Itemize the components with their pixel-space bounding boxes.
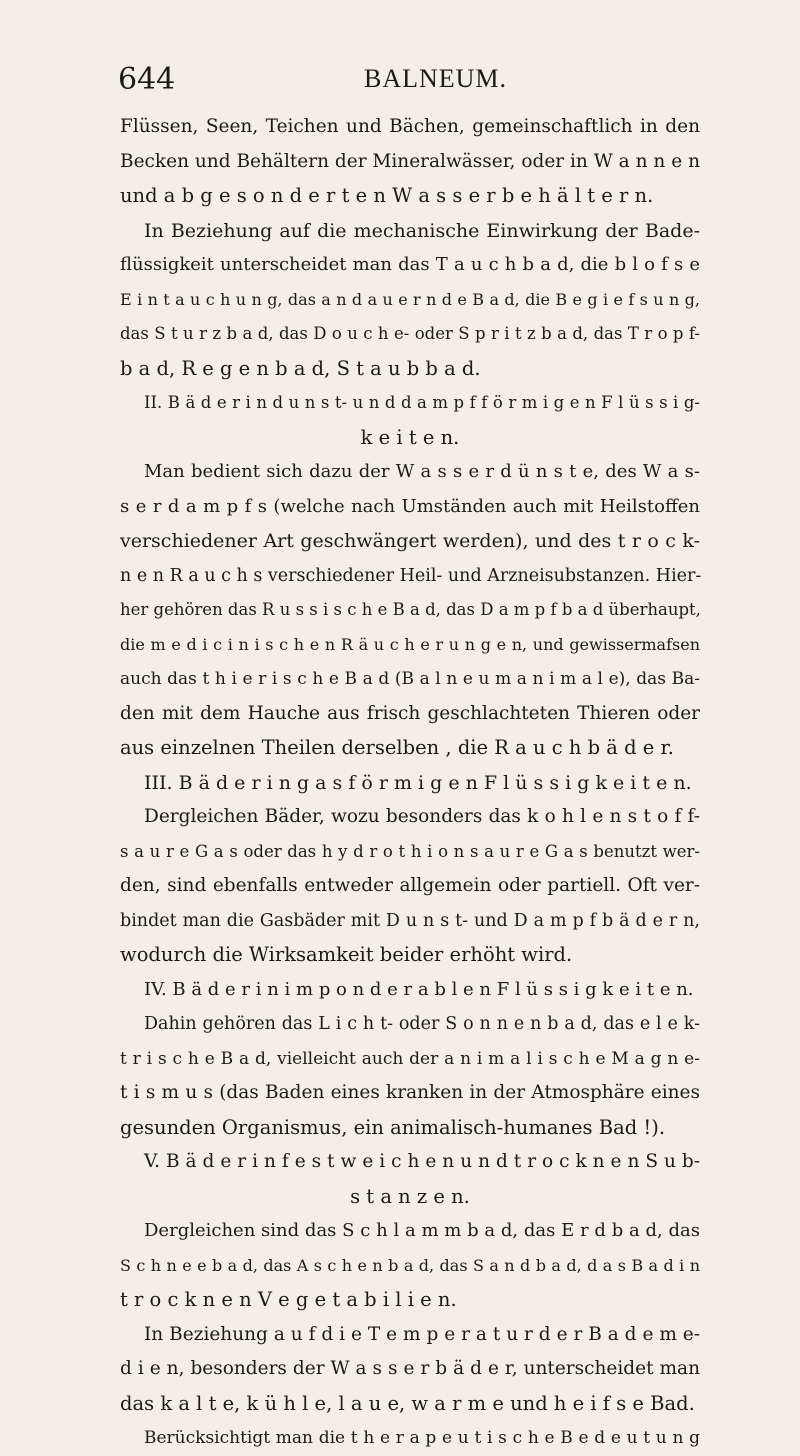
text-line: flüssigkeit unterscheidet man das T a u c h b a d, die b l o f s e: [120, 254, 700, 275]
text-line: wodurch die Wirksamkeit beider erhöht wird.: [120, 943, 573, 966]
section-heading: III. B ä d e r i n g a s f ö r m i g e n F l ü s s i g k e i t e n.: [144, 771, 692, 794]
text-line: s a u r e G a s oder das h y d r o t h i o n s a u r e G a s benutzt wer-: [120, 841, 700, 861]
text-line: In Beziehung auf die mechanische Einwirkung der Bade-: [144, 219, 700, 242]
text-line: bindet man die Gasbäder mit D u n s t- und D a m p f b ä d e r n,: [120, 910, 700, 931]
section-heading: II. B ä d e r i n d u n s t- u n d d a m p f f ö r m i g e n F l ü s s i g-: [144, 393, 700, 412]
page-number: 644: [118, 62, 176, 97]
text-line: t i s m u s (das Baden eines kranken in der Atmosphäre eines: [120, 1082, 700, 1103]
text-line: Flüssen, Seen, Teichen und Bächen, gemeinschaftlich in den: [120, 116, 700, 137]
text-line: verschiedener Art geschwängert werden), und des t r o c k-: [120, 530, 700, 552]
text-line: Dergleichen Bäder, wozu besonders das k o h l e n s t o f f-: [144, 806, 700, 827]
text-line: d i e n, besonders der W a s s e r b ä d e r, unterscheidet man: [120, 1358, 700, 1379]
body-text: [120, 110, 700, 1456]
text-line: S c h n e e b a d, das A s c h e n b a d, das S a n d b a d, d a s B a d i n: [120, 1255, 700, 1275]
page-header: [118, 62, 718, 102]
text-line: Becken und Behältern der Mineralwässer, oder in W a n n e n: [120, 150, 700, 172]
text-line: Dahin gehören das L i c h t- oder S o n n e n b a d, das e l e k-: [144, 1014, 700, 1034]
section-heading: IV. B ä d e r i n i m p o n d e r a b l e n F l ü s s i g k e i t e n.: [144, 978, 694, 1000]
running-title: BALNEUM.: [364, 64, 508, 93]
text-line: das S t u r z b a d, das D o u c h e- oder S p r i t z b a d, das T r o p f-: [120, 324, 700, 343]
text-line: b a d, R e g e n b a d, S t a u b b a d.: [120, 356, 481, 380]
text-line: n e n R a u c h s verschiedener Heil- und Arzneisubstanzen. Hier-: [120, 565, 702, 586]
text-line: Dergleichen sind das S c h l a m m b a d, das E r d b a d, das: [144, 1220, 700, 1241]
text-line: die m e d i c i n i s c h e n R ä u c h e r u n g e n, und gewissermafsen: [120, 634, 700, 654]
text-line: aus einzelnen Theilen derselben , die R a u c h b ä d e r.: [120, 736, 674, 759]
text-line: t r o c k n e n V e g e t a b i l i e n.: [120, 1288, 457, 1311]
text-line: gesunden Organismus, ein animalisch-humanes Bad !).: [120, 1115, 666, 1139]
text-line: das k a l t e, k ü h l e, l a u e, w a r m e und h e i f s e Bad.: [120, 1391, 695, 1415]
text-line: auch das t h i e r i s c h e B a d (B a l n e u m a n i m a l e), das Ba-: [120, 669, 700, 689]
text-line: t r i s c h e B a d, vielleicht auch der a n i m a l i s c h e M a g n e-: [120, 1048, 700, 1069]
text-line: Man bedient sich dazu der W a s s e r d ü n s t e, des W a s-: [144, 461, 700, 482]
section-heading: V. B ä d e r i n f e s t w e i c h e n u n d t r o c k n e n S u b-: [144, 1151, 700, 1172]
text-line: den mit dem Hauche aus frisch geschlachteten Thieren oder: [120, 702, 700, 724]
text-line: Berücksichtigt man die t h e r a p e u t i s c h e B e d e u t u n g: [144, 1428, 700, 1448]
text-line: E i n t a u c h u n g, das a n d a u e r n d e B a d, die B e g i e f s u n g,: [120, 289, 700, 309]
section-heading-cont: s t a n z e n.: [350, 1184, 470, 1208]
text-line: s e r d a m p f s (welche nach Umständen auch mit Heilstoffen: [120, 495, 700, 517]
text-line: her gehören das R u s s i s c h e B a d, das D a m p f b a d überhaupt,: [120, 600, 701, 619]
section-heading-cont: k e i t e n.: [360, 425, 460, 449]
text-line: den, sind ebenfalls entweder allgemein oder partiell. Oft ver-: [120, 875, 700, 896]
text-line: In Beziehung a u f d i e T e m p e r a t u r d e r B a d e m e-: [144, 1323, 700, 1345]
text-line: und a b g e s o n d e r t e n W a s s e r b e h ä l t e r n.: [120, 184, 654, 207]
